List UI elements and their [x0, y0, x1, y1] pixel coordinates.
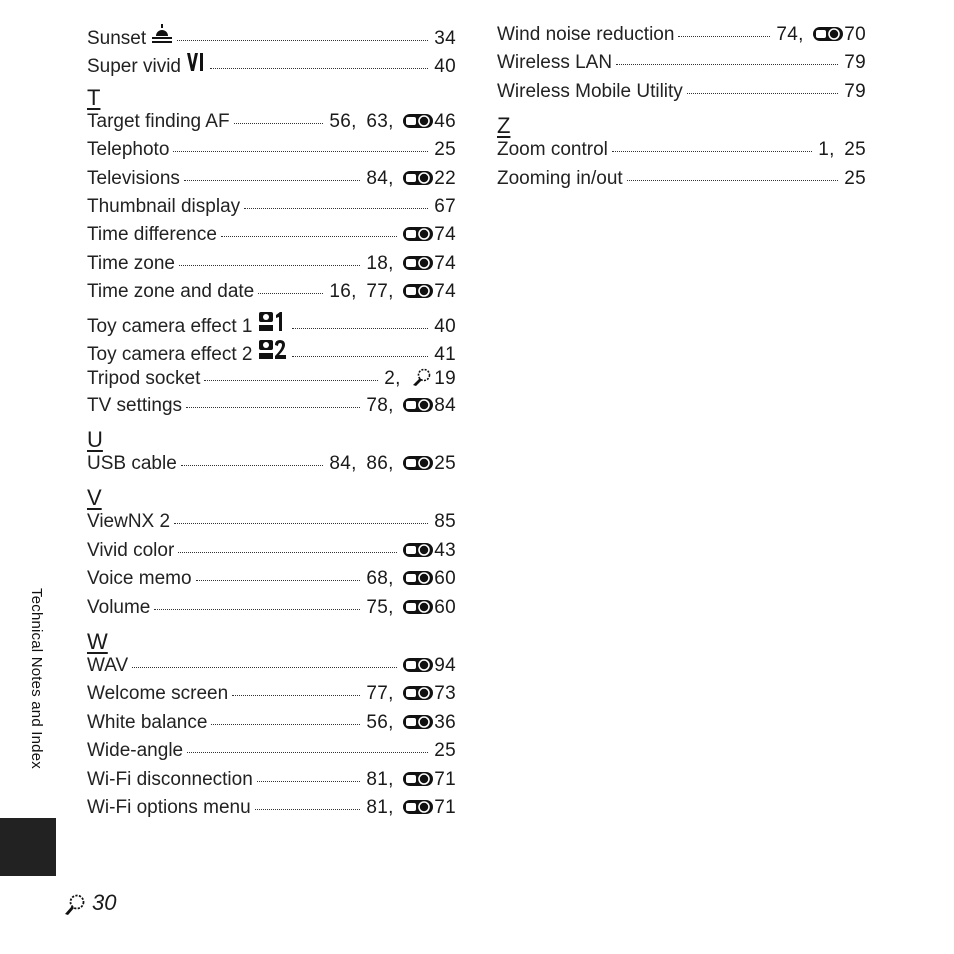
index-entry-pages	[366, 769, 456, 791]
index-entry-text: Time difference	[87, 224, 217, 246]
page-link[interactable]: 78	[366, 394, 389, 416]
reference-section-icon	[403, 571, 433, 585]
index-entry-label	[87, 253, 175, 275]
index-entry[interactable]	[497, 139, 866, 167]
index-entry-label	[87, 24, 173, 50]
dot-leader	[196, 580, 361, 581]
index-entry-text: Time zone and date	[87, 281, 255, 303]
page-link[interactable]: 68	[366, 568, 389, 590]
separator: ,	[388, 453, 394, 475]
index-entry[interactable]	[87, 196, 456, 224]
toy-camera-2-icon	[258, 338, 288, 360]
index-entry-pages	[844, 52, 866, 74]
reference-section-icon	[403, 284, 433, 298]
dot-leader	[154, 609, 360, 610]
index-entry-label	[87, 111, 230, 133]
page-link[interactable]: 40	[434, 56, 456, 78]
index-entry-text: Volume	[87, 596, 151, 618]
page-link[interactable]: 81	[366, 796, 389, 818]
reference-section-icon	[403, 456, 433, 470]
index-entry[interactable]	[87, 224, 456, 252]
index-entry-label	[87, 683, 228, 705]
dot-leader	[292, 328, 429, 329]
index-entry-pages	[434, 511, 456, 533]
index-entry[interactable]	[87, 740, 456, 768]
reference-page-link[interactable]	[403, 253, 456, 274]
page-link[interactable]: 25	[434, 139, 456, 161]
index-entry-pages	[403, 540, 456, 562]
index-entry-label	[87, 511, 170, 533]
dot-leader	[173, 151, 428, 152]
index-entry-text: WAV	[87, 655, 129, 677]
reference-page-number: 43	[434, 539, 456, 561]
index-entry[interactable]	[87, 24, 456, 52]
index-entry-pages	[366, 712, 456, 734]
index-entry[interactable]	[87, 310, 456, 338]
index-entry-label	[87, 540, 174, 562]
index-entry-pages	[366, 168, 456, 190]
reference-page-link[interactable]	[403, 168, 456, 189]
index-entry-text: Zoom control	[497, 139, 608, 161]
reference-page-link[interactable]	[813, 24, 866, 45]
reference-section-icon	[403, 800, 433, 814]
dot-leader	[184, 180, 360, 181]
reference-section-icon	[403, 600, 433, 614]
page-link[interactable]: 2	[384, 368, 396, 390]
dot-leader	[181, 465, 324, 466]
technical-notes-page-number: 19	[434, 368, 456, 390]
reference-page-number: 25	[434, 453, 456, 475]
index-letter-heading: T	[87, 84, 101, 110]
index-entry-text: Toy camera effect 1	[87, 315, 253, 337]
index-entry-label	[87, 281, 254, 303]
page-link[interactable]: 75	[366, 596, 389, 618]
page-link[interactable]: 63	[366, 110, 389, 132]
index-entry-pages	[434, 28, 456, 50]
reference-page-number: 71	[434, 796, 456, 818]
index-entry-label	[87, 52, 206, 78]
index-entry-label	[87, 655, 128, 677]
index-entry-label	[87, 453, 177, 475]
section-label: Technical Notes and Index	[28, 588, 45, 769]
reference-page-link[interactable]	[403, 797, 456, 818]
dot-leader	[210, 68, 428, 69]
reference-section-icon	[403, 171, 433, 185]
index-entry-pages	[366, 797, 456, 819]
dot-leader	[616, 64, 838, 65]
dot-leader	[221, 236, 397, 237]
index-entry-text: Wireless Mobile Utility	[497, 80, 683, 102]
separator: ,	[395, 368, 401, 390]
index-entry[interactable]	[87, 281, 456, 309]
reference-section-icon	[403, 398, 433, 412]
separator: ,	[388, 683, 394, 705]
dot-leader	[255, 809, 361, 810]
page-link[interactable]: 86	[366, 453, 389, 475]
dot-leader	[232, 695, 360, 696]
index-entry-text: Wind noise reduction	[497, 24, 675, 45]
page-link[interactable]: 81	[366, 768, 389, 790]
index-entry-label	[497, 52, 612, 74]
page-link[interactable]: 1	[818, 139, 830, 161]
reference-page-link[interactable]	[403, 111, 456, 132]
index-entry-pages	[366, 395, 456, 417]
separator: ,	[351, 281, 357, 303]
dot-leader	[627, 180, 839, 181]
reference-page-number: 74	[434, 224, 456, 246]
index-entry-pages	[844, 168, 866, 190]
reference-page-number: 46	[434, 110, 456, 132]
reference-section-icon	[403, 772, 433, 786]
reference-page-number: 84	[434, 394, 456, 416]
index-entry-text: Welcome screen	[87, 683, 229, 705]
reference-section-icon	[403, 114, 433, 128]
technical-notes-page-link[interactable]	[410, 368, 456, 389]
page-link[interactable]: 56	[366, 711, 389, 733]
dot-leader	[187, 752, 428, 753]
separator: ,	[388, 568, 394, 590]
separator: ,	[388, 796, 394, 818]
page-link[interactable]: 16	[329, 281, 352, 303]
reference-page-link[interactable]	[403, 395, 456, 416]
index-entry-text: Voice memo	[87, 568, 192, 590]
reference-page-number: 71	[434, 768, 456, 790]
reference-section-icon	[403, 658, 433, 672]
reference-page-number: 60	[434, 596, 456, 618]
reference-section-icon	[403, 715, 433, 729]
index-entry[interactable]	[87, 453, 456, 481]
page-link[interactable]: 77	[366, 281, 389, 303]
index-entry-pages	[818, 139, 866, 161]
index-entry-pages	[434, 56, 456, 78]
reference-page-link[interactable]	[403, 712, 456, 733]
dot-leader	[257, 781, 361, 782]
index-entry[interactable]	[87, 111, 456, 139]
reference-page-number: 74	[434, 281, 456, 303]
reference-page-number: 60	[434, 568, 456, 590]
dot-leader	[174, 523, 428, 524]
reference-page-link[interactable]	[403, 769, 456, 790]
dot-leader	[244, 208, 428, 209]
page-link[interactable]: 79	[844, 80, 866, 102]
index-entry-label	[87, 168, 180, 190]
index-entry[interactable]	[87, 683, 456, 711]
index-entry[interactable]	[87, 797, 456, 825]
index-letter-heading: Z	[497, 113, 511, 139]
index-entry[interactable]	[497, 81, 866, 109]
dot-leader	[177, 40, 428, 41]
index-entry[interactable]	[87, 568, 456, 596]
page-link[interactable]: 40	[434, 315, 456, 337]
index-entry-text: Vivid color	[87, 539, 175, 561]
index-entry-pages	[329, 111, 456, 133]
separator: ,	[829, 139, 835, 161]
dot-leader	[178, 552, 397, 553]
page-link[interactable]: 84	[329, 453, 352, 475]
index-entry[interactable]	[87, 52, 456, 80]
separator: ,	[388, 711, 394, 733]
page-link[interactable]: 77	[366, 683, 389, 705]
reference-page-number: 94	[434, 655, 456, 677]
page-link[interactable]: 34	[434, 28, 456, 49]
index-entry[interactable]	[497, 52, 866, 80]
dot-leader	[211, 724, 360, 725]
separator: ,	[388, 768, 394, 790]
index-entry[interactable]	[87, 253, 456, 281]
index-entry-text: Wi-Fi options menu	[87, 796, 251, 818]
index-column-left	[87, 24, 456, 825]
index-entry-pages	[844, 81, 866, 103]
technical-notes-icon	[60, 890, 90, 916]
index-entry-text: Telephoto	[87, 139, 170, 161]
index-entry-pages	[434, 740, 456, 762]
index-entry[interactable]	[497, 168, 866, 196]
reference-section-icon	[403, 543, 433, 557]
page-link[interactable]: 67	[434, 195, 456, 217]
index-entry-pages	[403, 224, 456, 246]
separator: ,	[388, 167, 394, 189]
dot-leader	[204, 380, 378, 381]
index-entry[interactable]	[87, 168, 456, 196]
dot-leader	[612, 151, 812, 152]
index-entry-pages	[776, 24, 866, 46]
index-entry-pages	[366, 568, 456, 590]
index-entry-label	[87, 568, 192, 590]
index-entry-text: Sunset	[87, 28, 147, 49]
index-entry-text: Wide-angle	[87, 740, 184, 762]
reference-page-number: 74	[434, 252, 456, 274]
page-footer	[60, 890, 116, 916]
index-entry-pages	[366, 683, 456, 705]
index-letter-heading: U	[87, 427, 103, 453]
reference-section-icon	[403, 227, 433, 241]
reference-section-icon	[813, 27, 843, 41]
page-link[interactable]: 85	[434, 511, 456, 533]
page-link[interactable]: 74	[776, 24, 799, 45]
reference-section-icon	[403, 256, 433, 270]
sunset-icon	[151, 24, 173, 44]
index-entry-pages	[329, 453, 456, 475]
reference-page-link[interactable]	[403, 683, 456, 704]
reference-page-number: 36	[434, 711, 456, 733]
index-entry[interactable]	[87, 395, 456, 423]
index-entry[interactable]	[87, 655, 456, 683]
page-link[interactable]: 25	[844, 167, 866, 189]
index-entry-label	[87, 338, 288, 366]
separator: ,	[388, 252, 394, 274]
page-link[interactable]: 25	[434, 740, 456, 762]
index-entry-text: Toy camera effect 2	[87, 343, 253, 365]
reference-page-link[interactable]	[403, 540, 456, 561]
index-entry-text: Zooming in/out	[497, 167, 623, 189]
index-entry-pages	[329, 281, 456, 303]
toy-camera-1-icon	[258, 310, 288, 332]
reference-page-link[interactable]	[403, 655, 456, 676]
reference-page-link[interactable]	[403, 281, 456, 302]
index-entry[interactable]	[87, 338, 456, 366]
index-entry-label	[87, 712, 207, 734]
page-link[interactable]: 56	[329, 110, 352, 132]
reference-page-number: 22	[434, 167, 456, 189]
index-entry-label	[87, 395, 182, 417]
index-entry-label	[87, 139, 169, 161]
reference-page-number: 73	[434, 683, 456, 705]
separator: ,	[388, 281, 394, 303]
index-entry-label	[497, 24, 674, 46]
index-entry-pages	[434, 196, 456, 218]
index-entry-pages	[434, 139, 456, 161]
index-entry-pages	[403, 655, 456, 677]
dot-leader	[132, 667, 397, 668]
separator: ,	[388, 110, 394, 132]
index-entry-label	[87, 224, 217, 246]
index-entry[interactable]	[87, 540, 456, 568]
dot-leader	[258, 293, 323, 294]
index-entry-text: ViewNX 2	[87, 511, 171, 533]
index-entry-text: Target finding AF	[87, 110, 230, 132]
technical-notes-icon	[410, 366, 434, 386]
index-entry-text: Super vivid	[87, 56, 181, 78]
index-entry-text: White balance	[87, 711, 208, 733]
index-entry-text: Wi-Fi disconnection	[87, 768, 253, 790]
index-entry-label	[87, 368, 200, 390]
index-entry-label	[87, 597, 150, 619]
index-entry-text: Televisions	[87, 167, 180, 189]
index-entry-label	[87, 310, 288, 338]
dot-leader	[292, 356, 429, 357]
index-entry-text: Time zone	[87, 252, 175, 274]
index-entry-text: TV settings	[87, 394, 183, 416]
index-entry[interactable]	[87, 366, 456, 394]
reference-page-link[interactable]	[403, 453, 456, 474]
dot-leader	[186, 407, 360, 408]
index-entry[interactable]	[497, 24, 866, 52]
section-tab	[0, 818, 56, 876]
index-entry-label	[87, 769, 253, 791]
separator: ,	[351, 453, 357, 475]
page-link[interactable]: 41	[434, 343, 456, 365]
index-letter-heading: W	[87, 629, 108, 655]
reference-page-link[interactable]	[403, 224, 456, 245]
index-entry-text: Thumbnail display	[87, 195, 241, 217]
reference-page-number: 70	[844, 24, 866, 45]
index-entry[interactable]	[87, 769, 456, 797]
index-entry-pages	[366, 597, 456, 619]
page-link[interactable]: 79	[844, 52, 866, 74]
page-link[interactable]: 84	[366, 167, 389, 189]
index-entry-label	[87, 797, 251, 819]
index-entry-label	[497, 168, 623, 190]
index-entry[interactable]	[87, 597, 456, 625]
index-entry-text: Wireless LAN	[497, 52, 613, 74]
page-link[interactable]: 18	[366, 252, 389, 274]
dot-leader	[678, 36, 770, 37]
index-entry[interactable]	[87, 139, 456, 167]
index-entry-pages	[384, 366, 456, 390]
dot-leader	[234, 123, 324, 124]
index-entry-pages	[434, 316, 456, 338]
reference-section-icon	[403, 686, 433, 700]
index-entry[interactable]	[87, 511, 456, 539]
index-entry-label	[497, 81, 683, 103]
reference-page-link[interactable]	[403, 597, 456, 618]
super-vivid-icon	[186, 52, 206, 72]
index-entry[interactable]	[87, 712, 456, 740]
index-entry-label	[497, 139, 608, 161]
reference-page-link[interactable]	[403, 568, 456, 589]
index-column-right	[497, 24, 866, 196]
separator: ,	[798, 24, 804, 45]
page-link[interactable]: 25	[844, 139, 866, 161]
dot-leader	[179, 265, 360, 266]
index-entry-pages	[434, 344, 456, 366]
dot-leader	[687, 93, 838, 94]
index-entry-text: Tripod socket	[87, 368, 201, 390]
index-entry-label	[87, 740, 183, 762]
index-letter-heading: V	[87, 485, 102, 511]
index-entry-text: USB cable	[87, 453, 177, 475]
separator: ,	[388, 596, 394, 618]
index-entry-label	[87, 196, 240, 218]
separator: ,	[351, 110, 357, 132]
separator: ,	[388, 394, 394, 416]
index-entry-pages	[366, 253, 456, 275]
page-number: 30	[92, 890, 117, 915]
